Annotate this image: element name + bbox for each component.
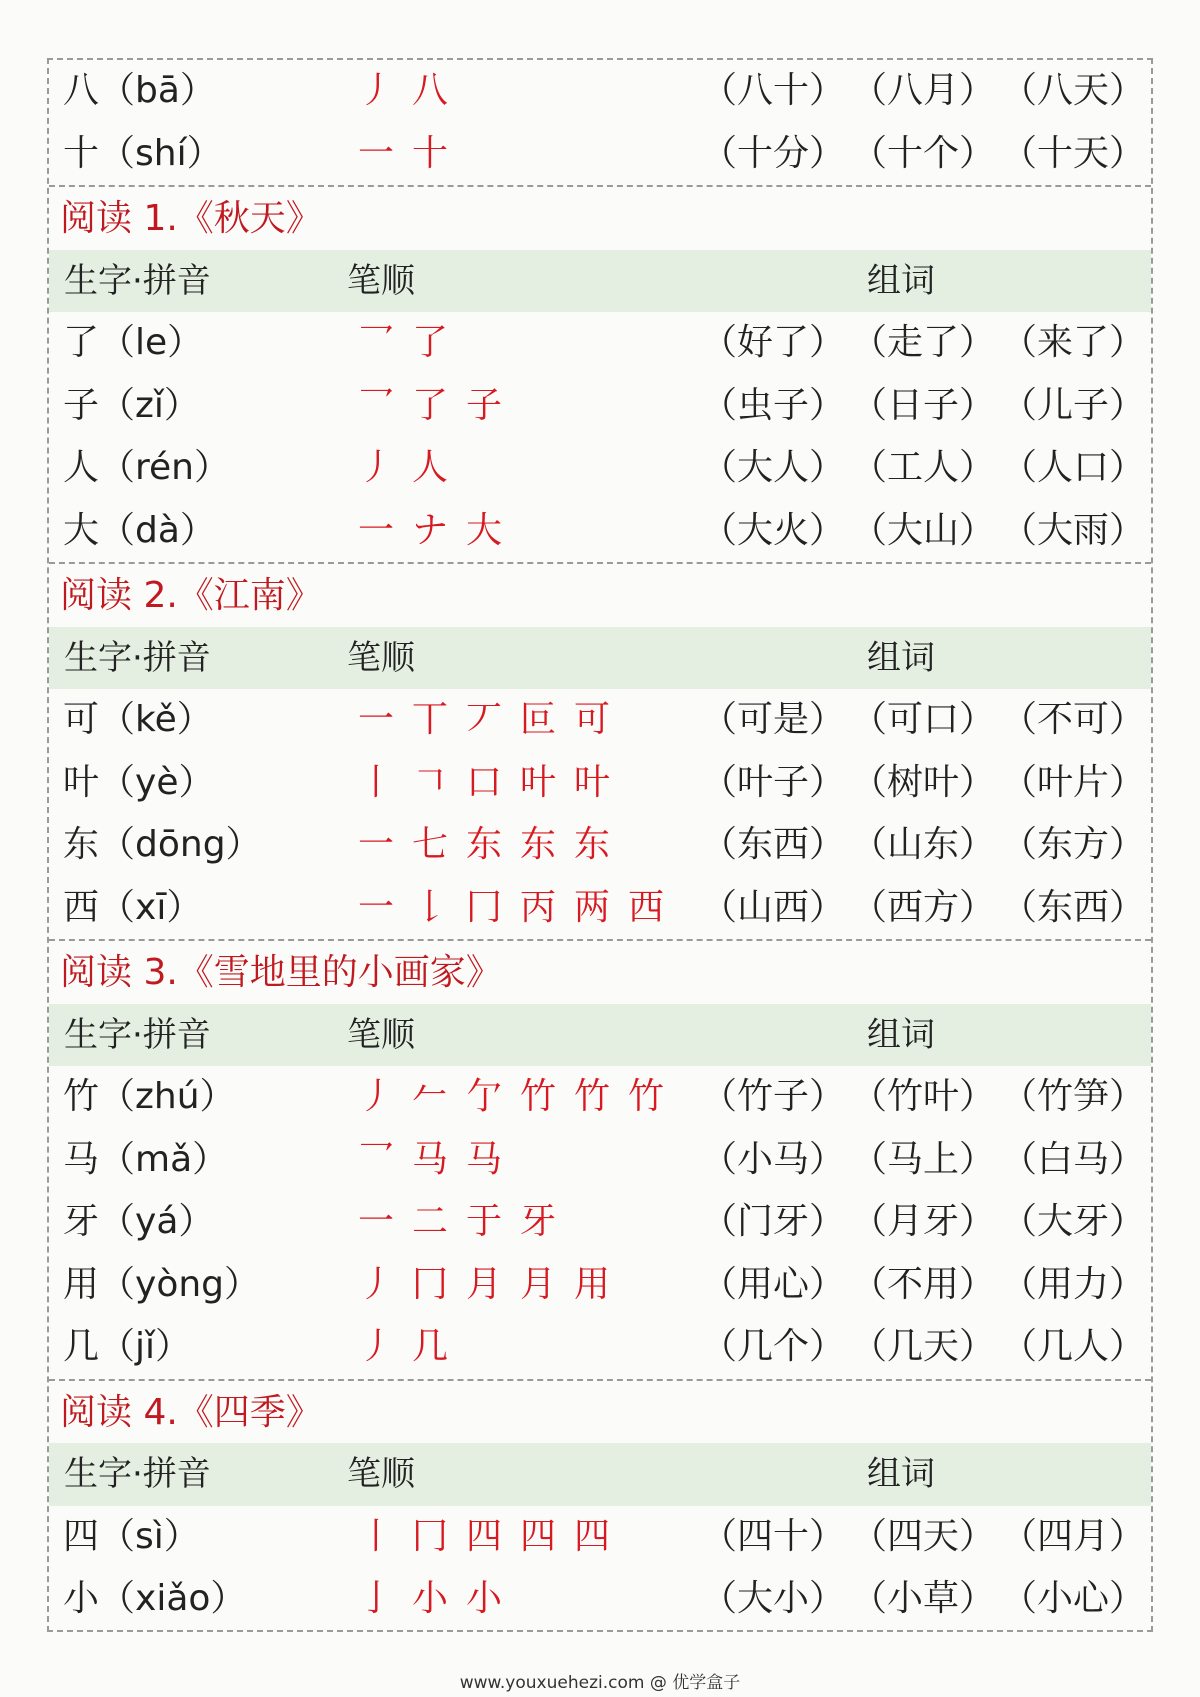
hanzi: 马 <box>63 1138 100 1180</box>
lesson-title: 阅读 1.《秋天》 <box>60 198 322 239</box>
stroke-step: 冂 <box>411 1515 448 1557</box>
character-row <box>49 1066 1151 1129</box>
word-example: （西方） <box>851 886 996 928</box>
hanzi: 小 <box>63 1578 100 1619</box>
lesson-title: 阅读 4.《四季》 <box>60 1391 322 1433</box>
stroke-step: 𠃍 <box>411 761 448 803</box>
character-row <box>49 1506 1151 1569</box>
lesson-block <box>49 1381 1151 1631</box>
word-example: （可是） <box>701 699 846 740</box>
word-example: （几个） <box>701 1326 846 1367</box>
stroke-step: 叵 <box>519 699 556 740</box>
word-example: （八月） <box>851 70 996 111</box>
character-row <box>49 123 1151 186</box>
word-example: （几人） <box>1001 1326 1146 1367</box>
word-example: （可口） <box>851 699 996 740</box>
table-header <box>49 250 1151 313</box>
stroke-step: 口 <box>465 761 502 803</box>
header-c3: 组词 <box>867 1454 935 1494</box>
pinyin: （zhú） <box>99 1076 236 1117</box>
stroke-step: 冂 <box>465 886 502 928</box>
stroke-step: 四 <box>573 1515 610 1557</box>
character-row <box>49 689 1151 752</box>
lesson-block <box>49 60 1151 187</box>
stroke-step: 叶 <box>573 761 610 803</box>
stroke-step: 丨 <box>357 1515 394 1557</box>
word-example: （四月） <box>1001 1515 1146 1557</box>
hanzi: 牙 <box>63 1201 100 1242</box>
word-example: （虫子） <box>701 384 846 426</box>
character-cell <box>63 1191 214 1254</box>
hanzi: 竹 <box>63 1076 100 1117</box>
stroke-step: 八 <box>411 70 448 111</box>
stroke-step: 东 <box>573 824 610 865</box>
pinyin: （yè） <box>99 761 215 803</box>
stroke-step: 几 <box>411 1326 448 1367</box>
table-header <box>49 1443 1151 1506</box>
word-example: （叶片） <box>1001 761 1146 803</box>
stroke-step: 可 <box>573 699 610 740</box>
hanzi: 用 <box>63 1263 100 1305</box>
hanzi: 西 <box>63 886 100 928</box>
character-cell <box>63 1506 200 1569</box>
header-c1: 生字·拼音 <box>64 260 211 301</box>
word-example: （十分） <box>701 132 846 174</box>
word-example: （马上） <box>851 1138 996 1180</box>
pinyin: （xiǎo） <box>99 1578 247 1619</box>
stroke-step: 了 <box>411 322 448 363</box>
pinyin: （mǎ） <box>99 1138 229 1180</box>
character-row <box>49 1568 1151 1631</box>
header-c3: 组词 <box>867 260 935 301</box>
character-row <box>49 60 1151 123</box>
stroke-step: 乛 <box>357 1138 394 1180</box>
header-c1: 生字·拼音 <box>64 637 211 678</box>
word-example: （大山） <box>851 509 996 551</box>
word-example: （小马） <box>701 1138 846 1180</box>
header-c2: 笔顺 <box>347 637 415 678</box>
hanzi: 可 <box>63 699 100 740</box>
stroke-step: 马 <box>411 1138 448 1180</box>
character-row <box>49 1191 1151 1254</box>
stroke-step: 用 <box>573 1263 610 1305</box>
character-cell <box>63 312 203 375</box>
hanzi: 几 <box>63 1326 100 1367</box>
word-example: （工人） <box>851 447 996 488</box>
header-c2: 笔顺 <box>347 1454 415 1494</box>
character-row <box>49 877 1151 940</box>
stroke-step: 丿 <box>357 447 394 488</box>
word-example: （大人） <box>701 447 846 488</box>
character-cell <box>63 375 200 438</box>
word-example: （几天） <box>851 1326 996 1367</box>
word-example: （四天） <box>851 1515 996 1557</box>
stroke-step: 𠂉 <box>411 1076 448 1117</box>
stroke-step: 丿 <box>357 70 394 111</box>
stroke-step: 七 <box>411 824 448 865</box>
stroke-step: 丿 <box>357 1326 394 1367</box>
character-cell <box>63 60 216 123</box>
stroke-step: ナ <box>411 509 448 551</box>
header-c2: 笔顺 <box>347 1014 415 1055</box>
word-example: （月牙） <box>851 1201 996 1242</box>
character-row <box>49 1316 1151 1379</box>
header-c3: 组词 <box>867 1014 935 1055</box>
character-row <box>49 752 1151 815</box>
word-example: （东方） <box>1001 824 1146 865</box>
character-row <box>49 1129 1151 1192</box>
worksheet <box>47 58 1153 1632</box>
stroke-step: 马 <box>465 1138 502 1180</box>
stroke-step: 月 <box>465 1263 502 1305</box>
stroke-step: 丿 <box>357 1076 394 1117</box>
stroke-step: 东 <box>519 824 556 865</box>
stroke-step: 丅 <box>411 699 448 740</box>
word-example: （日子） <box>851 384 996 426</box>
stroke-step: 子 <box>465 384 502 426</box>
word-example: （白马） <box>1001 1138 1146 1180</box>
word-example: （竹叶） <box>851 1076 996 1117</box>
pinyin: （yá） <box>99 1201 215 1242</box>
word-example: （来了） <box>1001 322 1146 363</box>
word-example: （不用） <box>851 1263 996 1305</box>
character-cell <box>63 1568 246 1631</box>
stroke-step: 乛 <box>357 384 394 426</box>
stroke-step: 丙 <box>519 886 556 928</box>
hanzi: 大 <box>63 509 100 551</box>
character-row <box>49 814 1151 877</box>
stroke-step: 大 <box>465 509 502 551</box>
header-c1: 生字·拼音 <box>64 1014 211 1055</box>
stroke-step: 乛 <box>357 322 394 363</box>
word-example: （大牙） <box>1001 1201 1146 1242</box>
pinyin: （xī） <box>99 886 203 928</box>
word-example: （门牙） <box>701 1201 846 1242</box>
stroke-step: 人 <box>411 447 448 488</box>
word-example: （大雨） <box>1001 509 1146 551</box>
character-cell <box>63 123 223 186</box>
stroke-step: 丆 <box>465 699 502 740</box>
pinyin: （sì） <box>99 1515 200 1557</box>
word-example: （人口） <box>1001 447 1146 488</box>
stroke-step: 东 <box>465 824 502 865</box>
word-example: （竹笋） <box>1001 1076 1146 1117</box>
character-cell <box>63 1316 191 1379</box>
stroke-step: 西 <box>627 886 664 928</box>
stroke-step: 冂 <box>411 1263 448 1305</box>
character-cell <box>63 877 202 940</box>
stroke-step: 一 <box>357 1201 394 1242</box>
hanzi: 四 <box>63 1515 100 1557</box>
word-example: （十个） <box>851 132 996 174</box>
pinyin: （kě） <box>99 699 213 740</box>
pinyin: （jǐ） <box>99 1326 192 1367</box>
word-example: （用心） <box>701 1263 846 1305</box>
stroke-step: 二 <box>411 1201 448 1242</box>
character-cell <box>63 500 216 563</box>
character-row <box>49 1254 1151 1317</box>
word-example: （大火） <box>701 509 846 551</box>
hanzi: 八 <box>63 70 100 111</box>
word-example: （小心） <box>1001 1578 1146 1619</box>
lesson-block <box>49 564 1151 941</box>
character-cell <box>63 752 214 815</box>
header-c2: 笔顺 <box>347 260 415 301</box>
word-example: （走了） <box>851 322 996 363</box>
word-example: （不可） <box>1001 699 1146 740</box>
word-example: （四十） <box>701 1515 846 1557</box>
pinyin: （zǐ） <box>99 384 200 426</box>
word-example: （山东） <box>851 824 996 865</box>
pinyin: （le） <box>99 322 204 363</box>
stroke-step: 小 <box>411 1578 448 1619</box>
lesson-title: 阅读 2.《江南》 <box>60 575 322 616</box>
stroke-step: 小 <box>465 1578 502 1619</box>
lesson-title: 阅读 3.《雪地里的小画家》 <box>60 952 502 993</box>
lesson-block <box>49 941 1151 1381</box>
word-example: （用力） <box>1001 1263 1146 1305</box>
word-example: （八天） <box>1001 70 1146 111</box>
word-example: （八十） <box>701 70 846 111</box>
stroke-step: 竹 <box>573 1076 610 1117</box>
character-row <box>49 437 1151 500</box>
stroke-step: 竹 <box>519 1076 556 1117</box>
hanzi: 子 <box>63 384 100 426</box>
pinyin: （shí） <box>99 132 223 174</box>
stroke-step: 丿 <box>357 1263 394 1305</box>
hanzi: 十 <box>63 132 100 174</box>
word-example: （叶子） <box>701 761 846 803</box>
hanzi: 叶 <box>63 761 100 803</box>
stroke-step: 一 <box>357 699 394 740</box>
word-example: （东西） <box>701 824 846 865</box>
stroke-step: 一 <box>357 132 394 174</box>
lesson-block <box>49 187 1151 564</box>
pinyin: （dōng） <box>99 824 262 865</box>
character-cell <box>63 1254 260 1317</box>
word-example: （竹子） <box>701 1076 846 1117</box>
table-header <box>49 627 1151 690</box>
character-cell <box>63 1129 228 1192</box>
word-example: （儿子） <box>1001 384 1146 426</box>
character-row <box>49 375 1151 438</box>
pinyin: （bā） <box>99 70 216 111</box>
stroke-step: 牙 <box>519 1201 556 1242</box>
pinyin: （dà） <box>99 509 216 551</box>
header-c1: 生字·拼音 <box>64 1454 211 1494</box>
word-example: （东西） <box>1001 886 1146 928</box>
character-cell <box>63 437 230 500</box>
header-c3: 组词 <box>867 637 935 678</box>
footer-credit: www.youxuehezi.com @ 优学盒子 <box>459 1673 741 1693</box>
stroke-step: 丨 <box>357 761 394 803</box>
stroke-step: 了 <box>411 384 448 426</box>
stroke-step: 四 <box>519 1515 556 1557</box>
hanzi: 东 <box>63 824 100 865</box>
stroke-step: 亅 <box>357 1578 394 1619</box>
table-header <box>49 1004 1151 1067</box>
stroke-step: 一 <box>357 509 394 551</box>
stroke-step: 于 <box>465 1201 502 1242</box>
word-example: （山西） <box>701 886 846 928</box>
pinyin: （rén） <box>99 447 230 488</box>
stroke-step: 四 <box>465 1515 502 1557</box>
stroke-step: 竹 <box>627 1076 664 1117</box>
stroke-step: 亇 <box>465 1076 502 1117</box>
stroke-step: 两 <box>573 886 610 928</box>
stroke-step: 一 <box>357 824 394 865</box>
stroke-step: 叶 <box>519 761 556 803</box>
word-example: （大小） <box>701 1578 846 1619</box>
word-example: （好了） <box>701 322 846 363</box>
word-example: （十天） <box>1001 132 1146 174</box>
stroke-step: 𠄌 <box>411 886 448 928</box>
stroke-step: 十 <box>411 132 448 174</box>
character-row <box>49 312 1151 375</box>
hanzi: 了 <box>63 322 100 363</box>
stroke-step: 一 <box>357 886 394 928</box>
character-cell <box>63 814 262 877</box>
pinyin: （yòng） <box>99 1263 261 1305</box>
hanzi: 人 <box>63 447 100 488</box>
word-example: （小草） <box>851 1578 996 1619</box>
stroke-step: 月 <box>519 1263 556 1305</box>
character-cell <box>63 1066 236 1129</box>
character-row <box>49 500 1151 563</box>
word-example: （树叶） <box>851 761 996 803</box>
character-cell <box>63 689 213 752</box>
